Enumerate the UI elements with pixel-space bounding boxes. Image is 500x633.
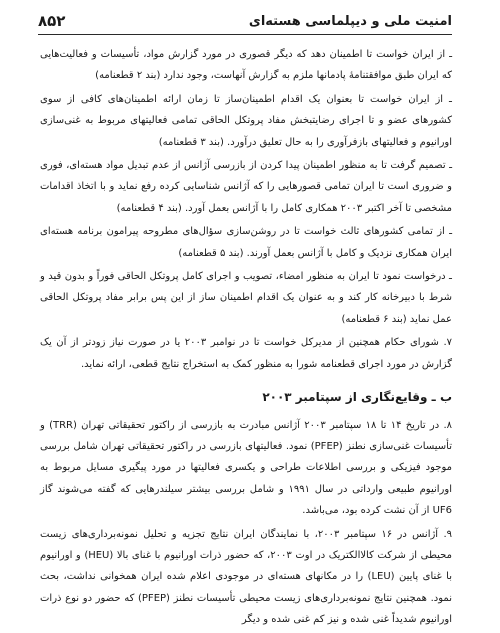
body-text [40, 44, 452, 633]
section-heading: ب ـ وقایع‌نگاری از سپتامبر ۲۰۰۳ [262, 390, 452, 405]
paragraph-bullet-6: ـ درخواست نمود تا ایران به منظور امضاء، تصویب و اجرای کامل پروتکل الحاقی فوراً و بدون قید و شرط با دبیرخانه کار کند و به عنوان یک اقدام اطمینان ساز از این پس برابر مفاد پروتکل الحاقی عمل نماید (بند ۶ قطعنامه) [40, 271, 452, 325]
book-title: امنیت ملی و دیپلماسی هسته‌ای [248, 13, 452, 29]
header-divider [38, 34, 452, 35]
paragraph-bullet-4: ـ تصمیم گرفت تا به منظور اطمینان پیدا کردن از بازرسی آژانس از عدم تبدیل مواد هسته‌ای، فوری و ضروری است تا ایران تمامی قصورهایی را که آژانس شناسایی کرده رفع نماید و با اتخاذ اقدامات مشخصی تا آخر اکتبر ۲۰۰۳ همکاری کامل را با آژانس بعمل آورد. (بند ۴ قطعنامه) [40, 160, 452, 214]
paragraph-bullet-5: ـ از تمامی کشورهای ثالث خواست تا در روشن‌سازی سؤال‌های مطروحه پیرامون برنامه هسته‌ای ایران همکاری نزدیک و کامل با آژانس بعمل آورند. (بند ۵ قطعنامه) [40, 226, 452, 259]
paragraph-bullet-2: ـ از ایران خواست تا اطمینان دهد که دیگر قصوری در مورد گزارش مواد، تأسیسات و فعالیت‌هایی که ایران طبق موافقتنامۀ پادمانها ملزم به گزارش آنهاست، وجود ندارد (بند ۲ قطعنامه) [40, 49, 452, 82]
paragraph-8: ۸. در تاریخ ۱۴ تا ۱۸ سپتامبر ۲۰۰۳ آژانس مبادرت به بازرسی از راکتور تحقیقاتی تهران (TRR) و تأسیسات غنی‌سازی نطنز (PFEP) نمود. فعالیتهای بازرسی در راکتور تحقیقاتی تهران شامل بررسی موجود فیزیکی و بررسی اطلاعات طراحی و یکسری فعالیتها در مورد پیگیری مسایل مربوط به اورانیوم طبیعی وارداتی در سال ۱۹۹۱ و شامل بررسی بیشتر سیلندرهایی که گفته می‌شوند گاز UF6 از آن نشت کرده بود، می‌باشد. [40, 419, 453, 517]
page-number: ۸۵۲ [38, 12, 66, 30]
running-header [38, 10, 452, 32]
paragraph-bullet-3: ـ از ایران خواست تا بعنوان یک اقدام اطمینان‌ساز تا زمان ارائه اطمینان‌های کافی از سوی کشورهای عضو و تا اجرای رضایتبخش مفاد پروتکل الحاقی تمامی فعالیتهای مربوط به غنی‌سازی اورانیوم و فعالیتهای بازفرآوری را به حال تعلیق درآورد. (بند ۳ قطعنامه) [40, 93, 452, 148]
paragraph-9: ۹. آژانس در ۱۶ سپتامبر ۲۰۰۳، با نمایندگان ایران نتایج تجزیه و تحلیل نمونه‌برداری‌های زیست محیطی از شرکت کالاالکتریک در اوت ۲۰۰۳، که حضور ذرات اورانیوم با غنای بالا (HEU) و اورانیوم با غنای پایین (LEU) را در مکانهای هسته‌ای در موجودی اعلام شده ایران همخوانی نداشت، بحث نمود. همچنین نتایج نمونه‌برداری‌های زیست محیطی تأسیسات نطنز (PFEP) که حضور دو نوع ذرات اورانیوم شدیداً غنی شده و نیز کم غنی شده و دیگر [40, 528, 453, 626]
paragraph-7: ۷. شورای حکام همچنین از مدیرکل خواست تا در نوامبر ۲۰۰۳ یا در صورت نیاز زودتر از آن یک گزارش در مورد اجرای قطعنامه شورا به منظور کمک به استخراج نتایج قطعی، ارائه نماید. [40, 337, 452, 370]
